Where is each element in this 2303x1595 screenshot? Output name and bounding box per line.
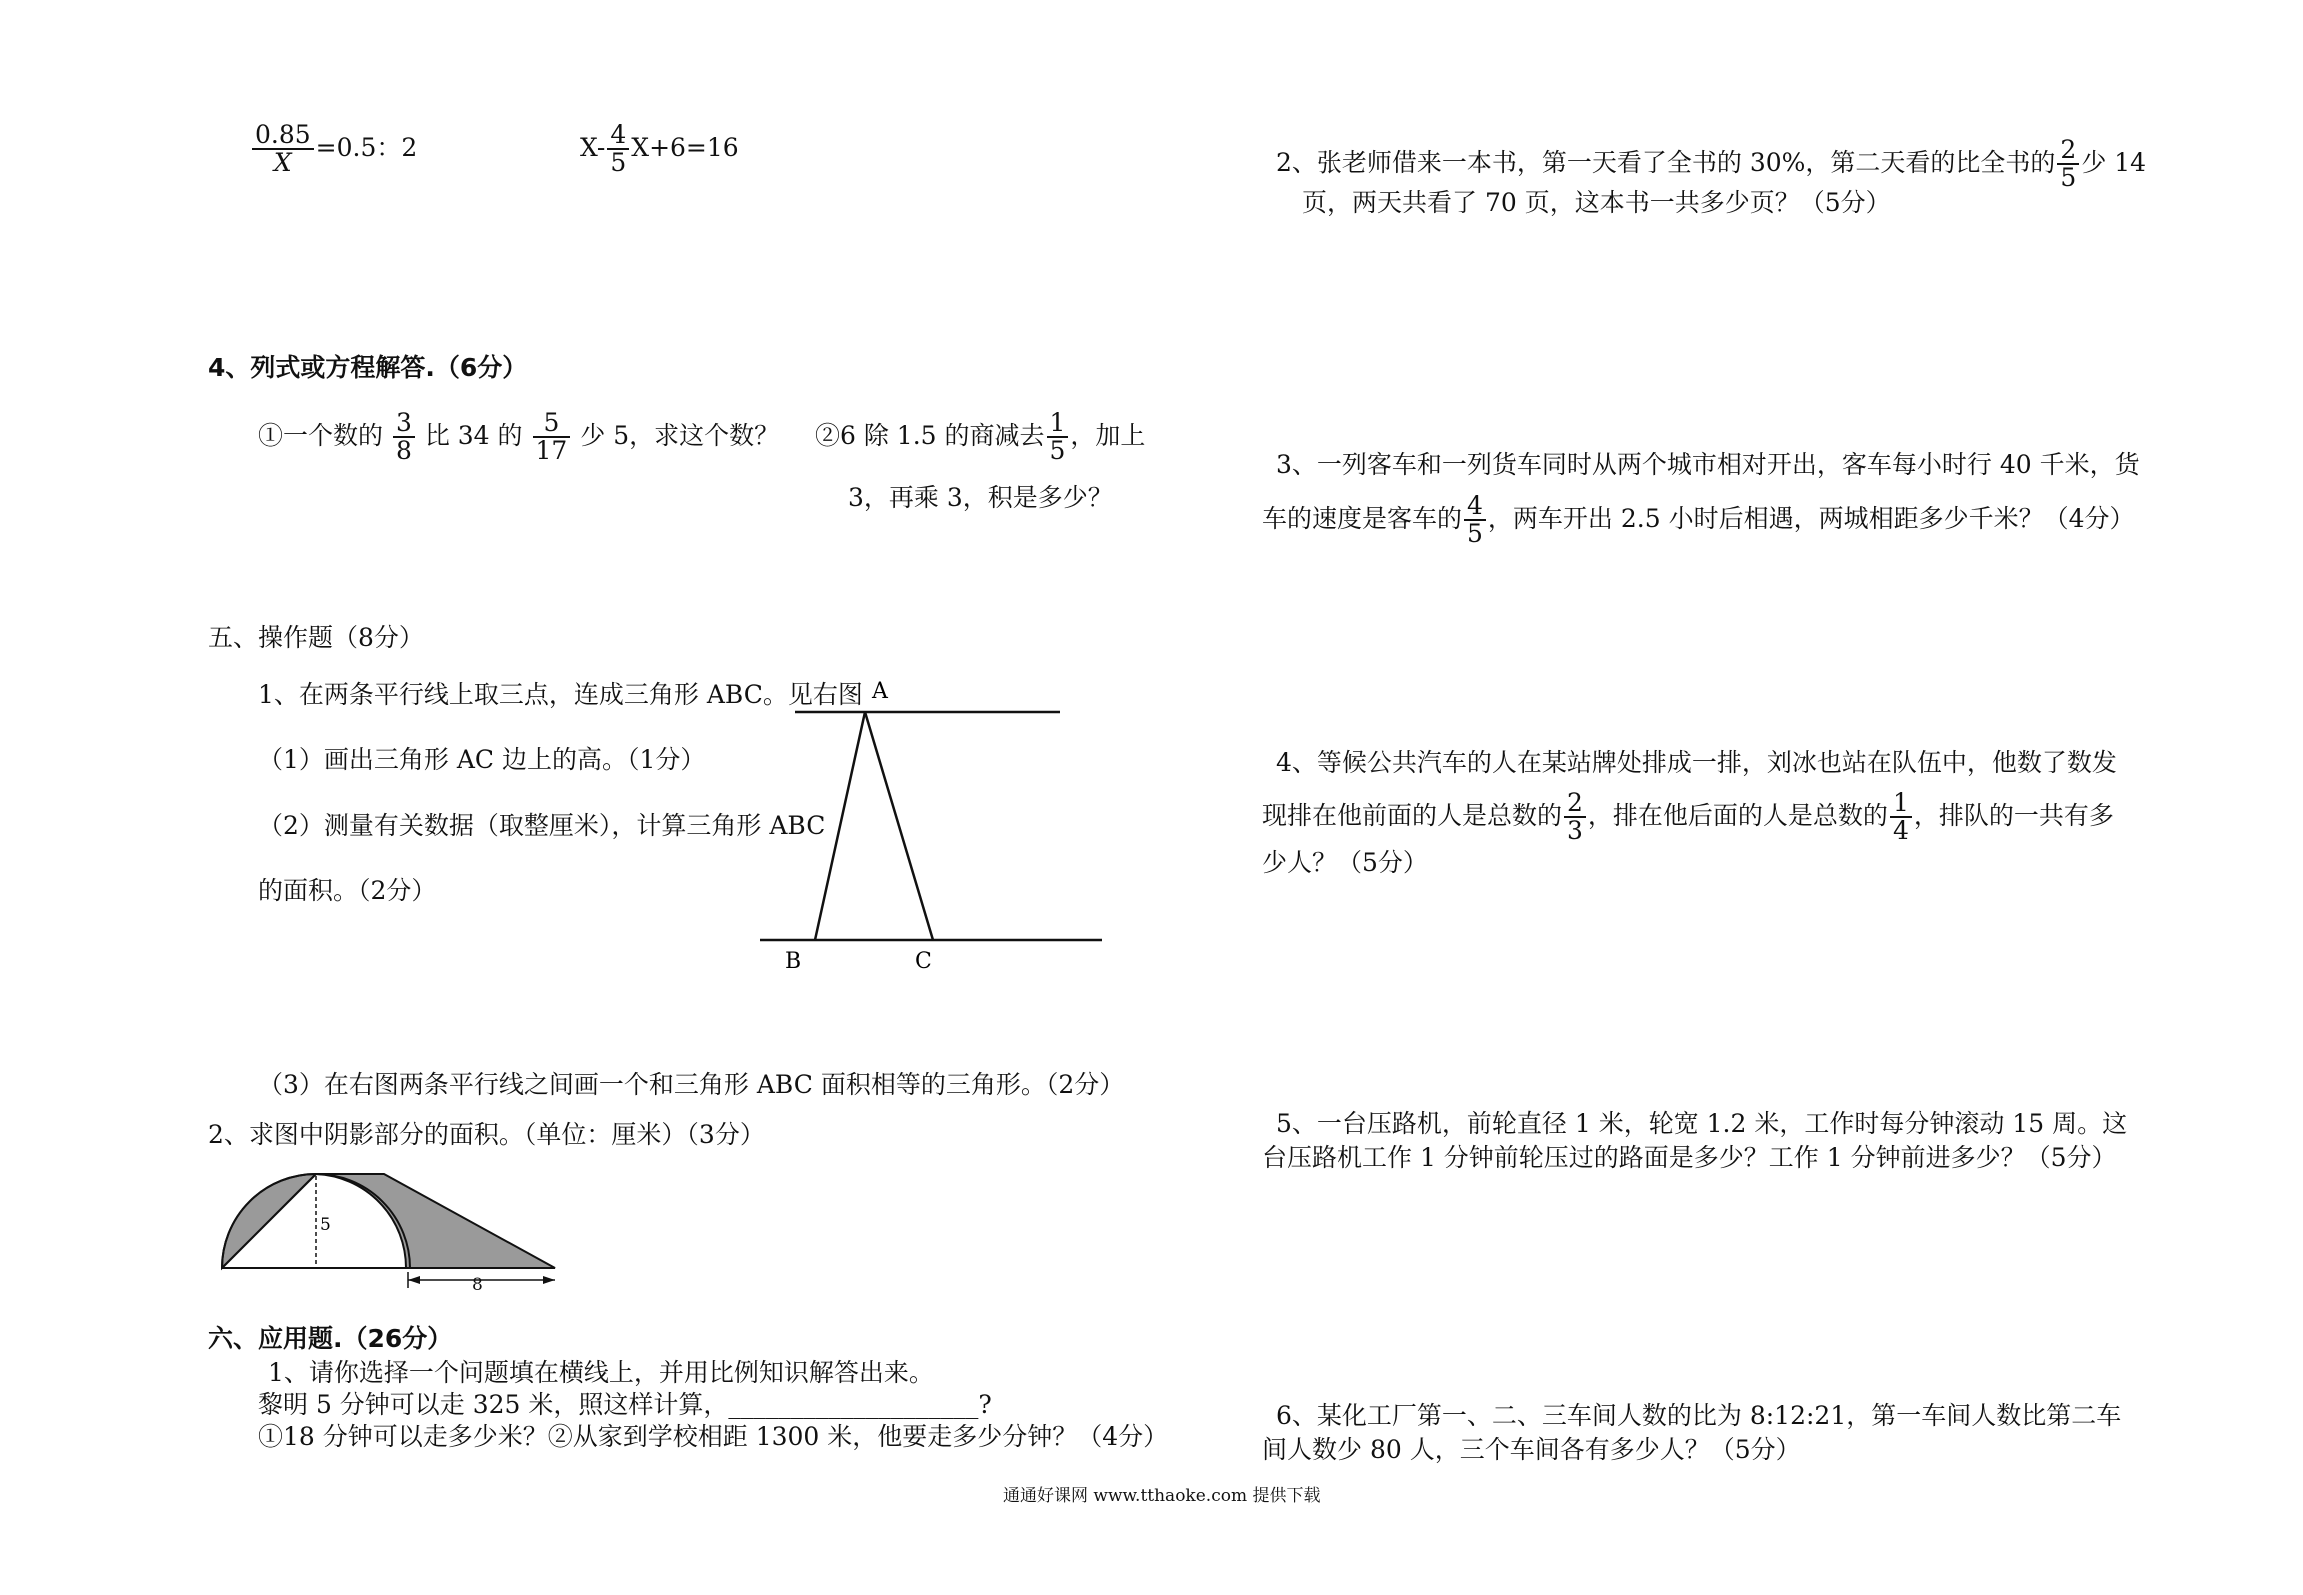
q4-1-text-b: 比 34 的: [424, 420, 523, 450]
q4-1-text-c: 少 5，求这个数？: [580, 420, 780, 450]
q4-1-text-a: ①一个数的: [258, 420, 384, 450]
eq1-numerator: 0.85: [252, 122, 314, 150]
dimension-arrow-left: [408, 1276, 420, 1284]
side-ac: [865, 712, 933, 940]
section-6-title: 六、应用题.（26分）: [208, 1324, 453, 1353]
question-4-2-line2: 3，再乘 3，积是多少？: [848, 483, 1113, 512]
operation-1-part-b-line2: 的面积。（2分）: [258, 876, 437, 905]
q4-frac2-num: 1: [1890, 790, 1912, 818]
label-a: A: [872, 679, 888, 704]
eq1-denominator: X: [273, 148, 292, 178]
shaded-right-region: [316, 1174, 555, 1268]
equation-1: [250, 122, 417, 177]
label-c: C: [915, 949, 932, 974]
q4-2-text-b: ，加上: [1070, 420, 1146, 450]
eq2-pre: X-: [580, 132, 606, 162]
base-label: 8: [472, 1275, 483, 1293]
equation-2: [580, 122, 739, 177]
q4-2-text-a: ②6 除 1.5 的商减去: [815, 420, 1045, 450]
right-question-4-line3: 少人？（5分）: [1262, 848, 1428, 877]
eq1-rhs: =0.5：2: [315, 132, 418, 162]
q4-1-frac1-num: 3: [393, 410, 415, 438]
q2-frac-num: 2: [2057, 137, 2079, 165]
q4-1-frac1-den: 8: [395, 436, 412, 466]
q4-frac1-den: 3: [1567, 816, 1583, 846]
q4-2-frac-num: 1: [1047, 410, 1069, 438]
q3-text-b: ，两车开出 2.5 小时后相遇，两城相距多少千米？（4分）: [1487, 503, 2135, 533]
right-question-2: [1276, 137, 2146, 192]
triangle-figure: [750, 670, 1120, 980]
operation-2: 2、求图中阴影部分的面积。（单位：厘米）（3分）: [208, 1120, 765, 1149]
q2-text-b: 少 14: [2081, 147, 2147, 177]
height-label: 5: [320, 1215, 331, 1235]
right-question-4-line1: 4、等候公共汽车的人在某站牌处排成一排，刘冰也站在队伍中，他数了数发: [1276, 748, 2117, 777]
eq2-numerator: 4: [607, 122, 629, 150]
right-question-3-line1: 3、一列客车和一列货车同时从两个城市相对开出，客车每小时行 40 千米，货: [1276, 450, 2140, 479]
right-question-5-line1: 5、一台压路机，前轮直径 1 米，轮宽 1.2 米，工作时每分钟滚动 15 周。这: [1276, 1109, 2128, 1138]
section-5-title: 五、操作题（8分）: [208, 623, 424, 652]
shaded-area-figure: [210, 1168, 570, 1293]
q3-frac-den: 5: [1467, 519, 1483, 549]
application-1-line3: ①18 分钟可以走多少米？②从家到学校相距 1300 米，他要走多少分钟？（4分）: [258, 1422, 1169, 1451]
right-question-4-line2: [1262, 790, 2114, 845]
q2-text-a: 2、张老师借来一本书，第一天看了全书的 30%，第二天看的比全书的: [1276, 147, 2056, 177]
label-b: B: [785, 949, 802, 974]
operation-1-part-b: （2）测量有关数据（取整厘米），计算三角形 ABC: [258, 811, 826, 840]
q4-text-b: ，排在他后面的人是总数的: [1587, 800, 1888, 830]
operation-1: 1、在两条平行线上取三点，连成三角形 ABC。见右图: [258, 680, 863, 709]
q4-2-frac-den: 5: [1049, 436, 1066, 466]
section-4-title: 4、列式或方程解答.（6分）: [208, 353, 528, 382]
q4-1-frac2-den: 17: [535, 436, 568, 466]
footer-credit: 通通好课网 www.tthaoke.com 提供下载: [1003, 1486, 1321, 1506]
q4-text-c: ，排队的一共有多: [1913, 800, 2114, 830]
operation-1-part-c: （3）在右图两条平行线之间画一个和三角形 ABC 面积相等的三角形。（2分）: [258, 1070, 1125, 1099]
operation-1-part-a: （1）画出三角形 AC 边上的高。（1分）: [258, 745, 706, 774]
q3-text-a: 车的速度是客车的: [1262, 503, 1463, 533]
eq2-denominator: 5: [610, 148, 627, 178]
application-1-line2: 黎明 5 分钟可以走 325 米，照这样计算，____________________?: [258, 1390, 992, 1419]
question-4-2: [815, 410, 1145, 465]
right-question-2-line2: 页，两天共看了 70 页，这本书一共多少页？（5分）: [1302, 188, 1891, 217]
q4-1-frac2-num: 5: [533, 410, 571, 438]
question-4-1: [258, 410, 779, 465]
right-question-6-line2: 间人数少 80 人，三个车间各有多少人？（5分）: [1262, 1435, 1801, 1464]
right-question-6-line1: 6、某化工厂第一、二、三车间人数的比为 8:12:21，第一车间人数比第二车: [1276, 1401, 2122, 1430]
q2-frac-den: 5: [2060, 163, 2077, 193]
q4-frac1-num: 2: [1564, 790, 1586, 818]
side-ab: [815, 712, 865, 940]
eq2-post: X+6=16: [631, 132, 739, 162]
application-1: 1、请你选择一个问题填在横线上，并用比例知识解答出来。: [268, 1358, 934, 1387]
dimension-arrow-right: [543, 1276, 555, 1284]
q3-frac-num: 4: [1464, 493, 1486, 521]
q4-text-a: 现排在他前面的人是总数的: [1262, 800, 1563, 830]
right-question-3-line2: [1262, 493, 2134, 548]
right-question-5-line2: 台压路机工作 1 分钟前轮压过的路面是多少？工作 1 分钟前进多少？（5分）: [1262, 1143, 2117, 1172]
q4-frac2-den: 4: [1892, 816, 1909, 846]
